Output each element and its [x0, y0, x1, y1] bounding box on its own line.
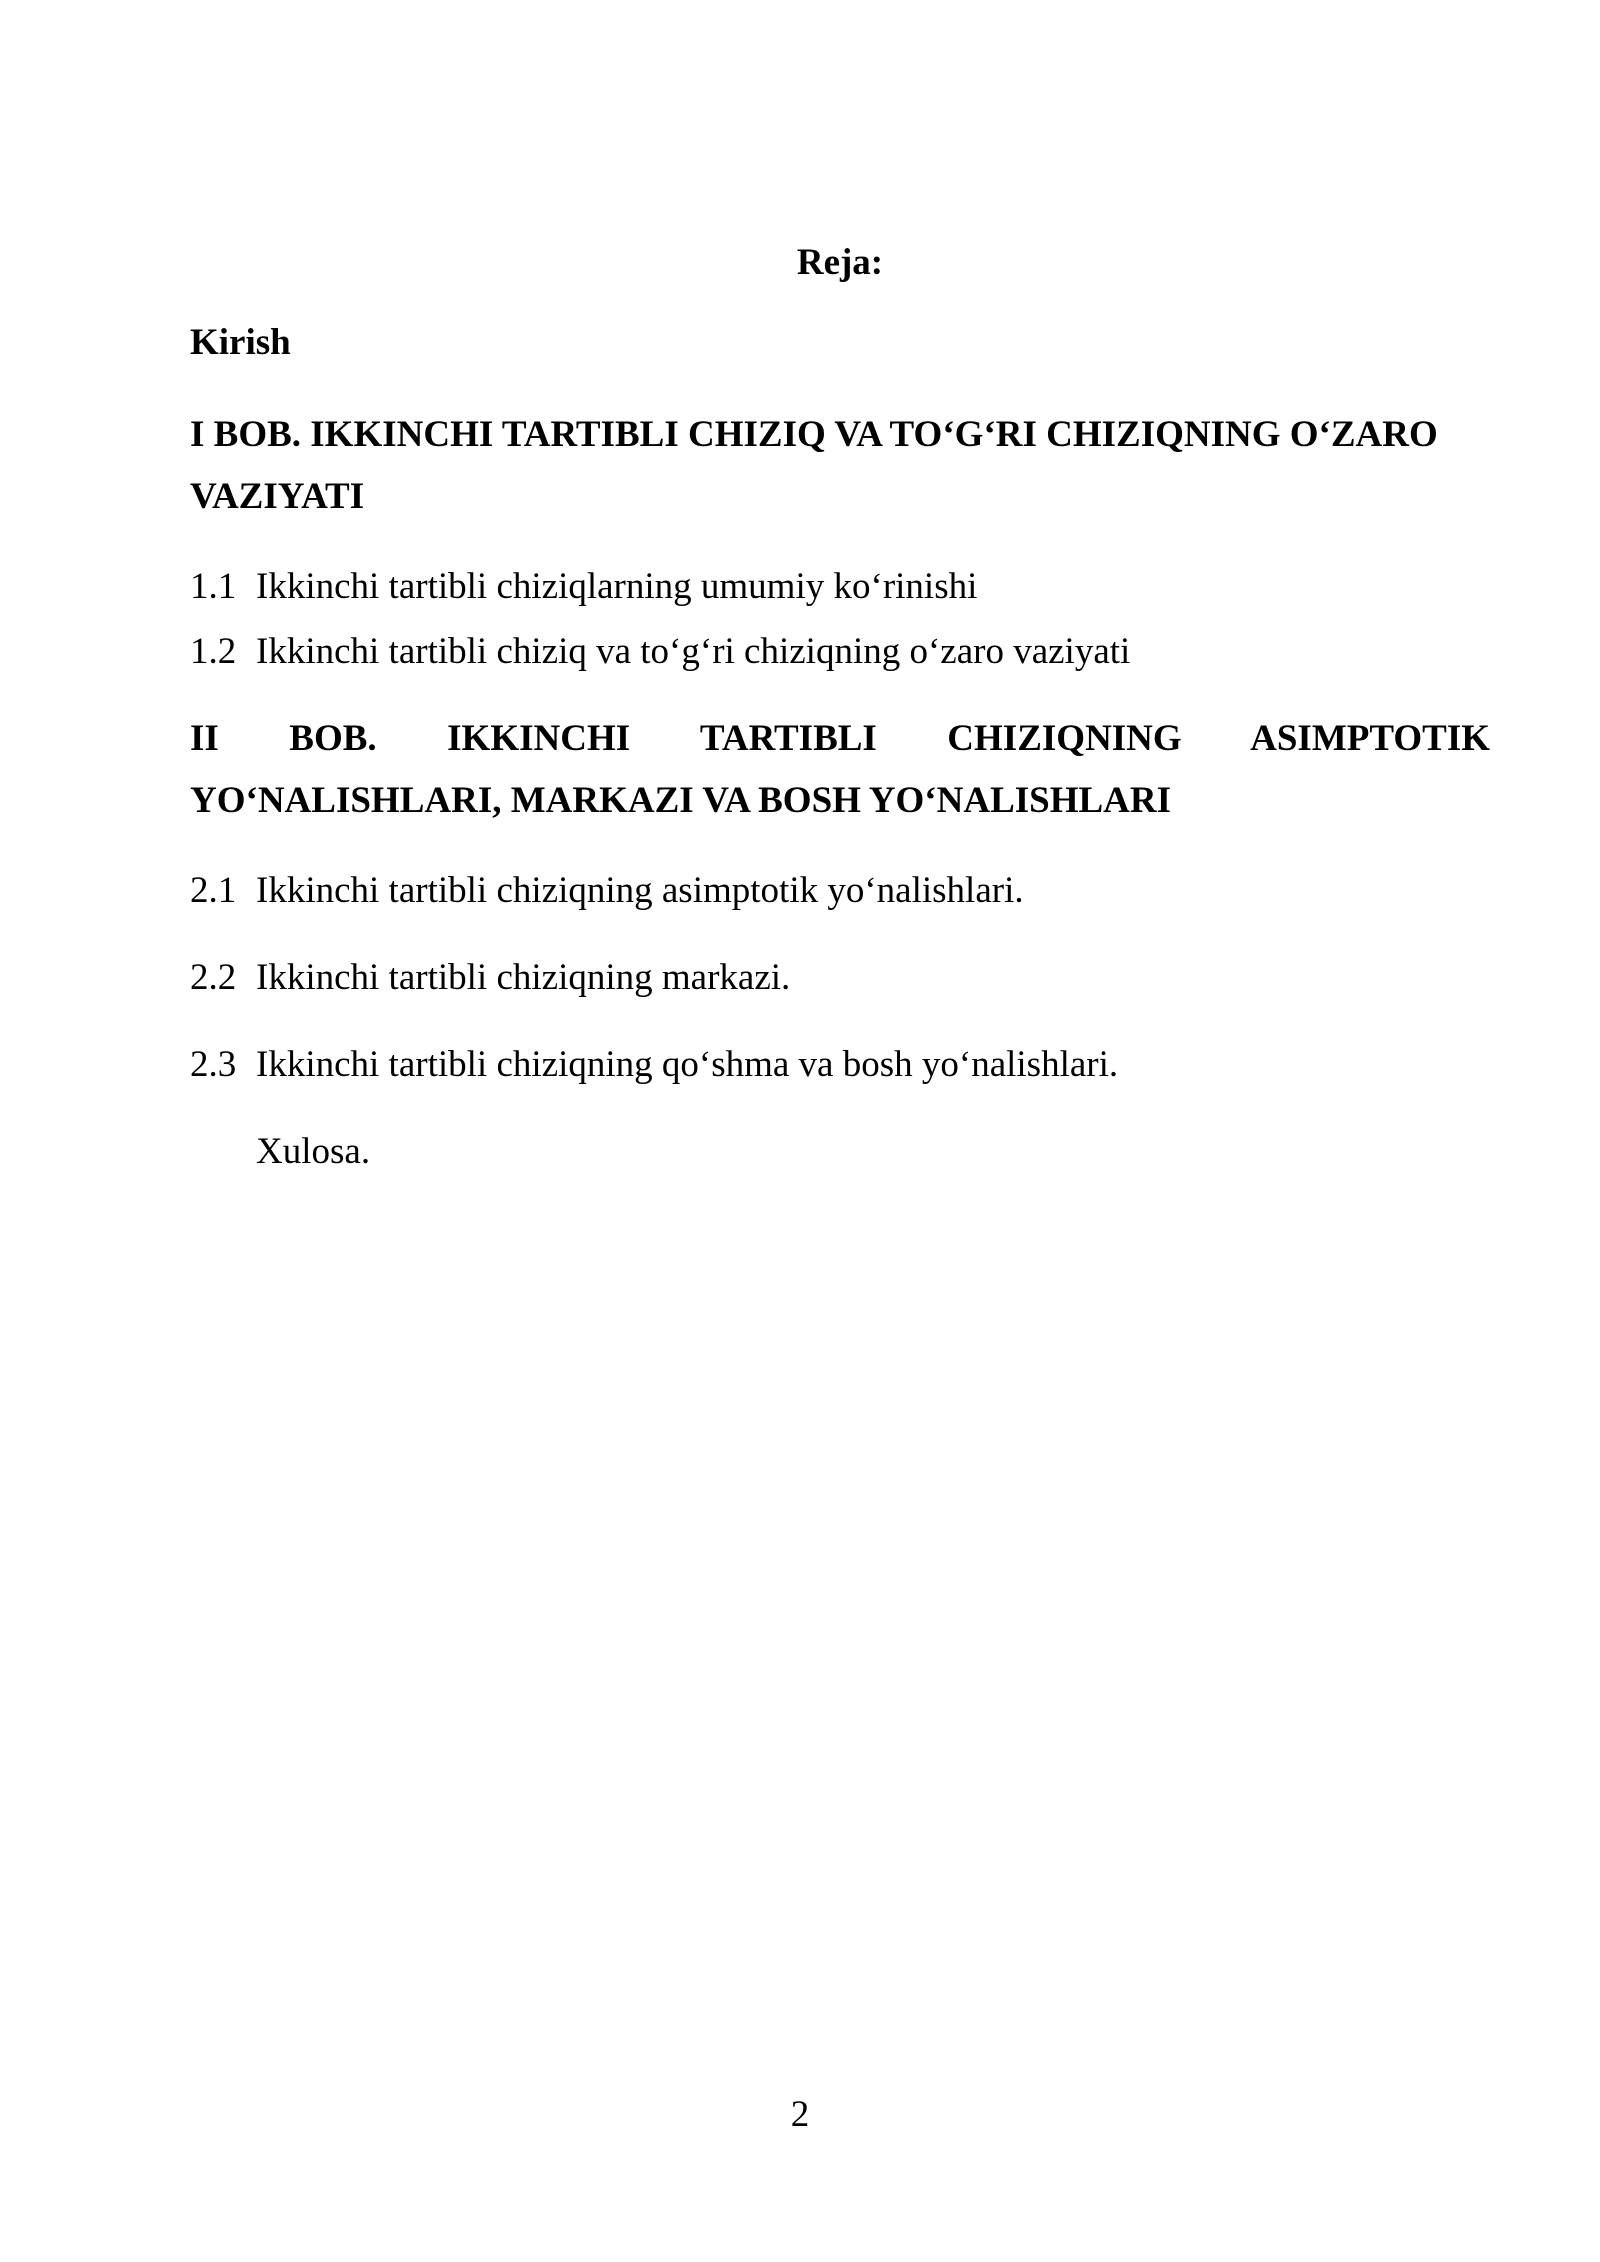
list-item-number: 1.1 [190, 566, 237, 607]
list-item-text: Ikkinchi tartibli chiziqning markazi. [256, 957, 791, 998]
chapter2-heading-line2: YO‘NALISHLARI, MARKAZI VA BOSH YO‘NALISHLARI [190, 780, 1172, 821]
list-item-1-1 [190, 562, 1490, 612]
chapter2-heading [190, 706, 1490, 834]
page-number: 2 [790, 2094, 810, 2135]
chapter1-heading-line1: I BOB. IKKINCHI TARTIBLI CHIZIQ VA TO‘G‘RI CHIZIQNING O‘ZARO [190, 414, 1438, 455]
list-item-number: 2.2 [190, 957, 237, 998]
chapter1-heading [190, 402, 1490, 530]
chapter2-heading-line1: II BOB. IKKINCHI TARTIBLI CHIZIQNING ASIMPTOTIK [190, 718, 1490, 759]
conclusion-item: Xulosa. [256, 1131, 371, 1172]
list-item-number: 2.1 [190, 870, 237, 911]
intro-heading: Kirish [190, 322, 291, 363]
list-item-text: Ikkinchi tartibli chiziqning qo‘shma va bosh yo‘nalishlari. [256, 1044, 1119, 1085]
list-item-2-3 [190, 1040, 1490, 1090]
list-item-text: Ikkinchi tartibli chiziq va to‘g‘ri chiziqning o‘zaro vaziyati [256, 631, 1131, 672]
list-item-text: Ikkinchi tartibli chiziqlarning umumiy ko‘rinishi [256, 566, 978, 607]
list-item-2-1 [190, 866, 1490, 916]
chapter1-heading-line2: VAZIYATI [190, 476, 365, 517]
list-item-number: 1.2 [190, 631, 237, 672]
list-item-1-2 [190, 627, 1490, 677]
page-title: Reja: [796, 242, 884, 283]
list-item-number: 2.3 [190, 1044, 237, 1085]
list-item-text: Ikkinchi tartibli chiziqning asimptotik yo‘nalishlari. [256, 870, 1024, 911]
list-item-2-2 [190, 953, 1490, 1003]
